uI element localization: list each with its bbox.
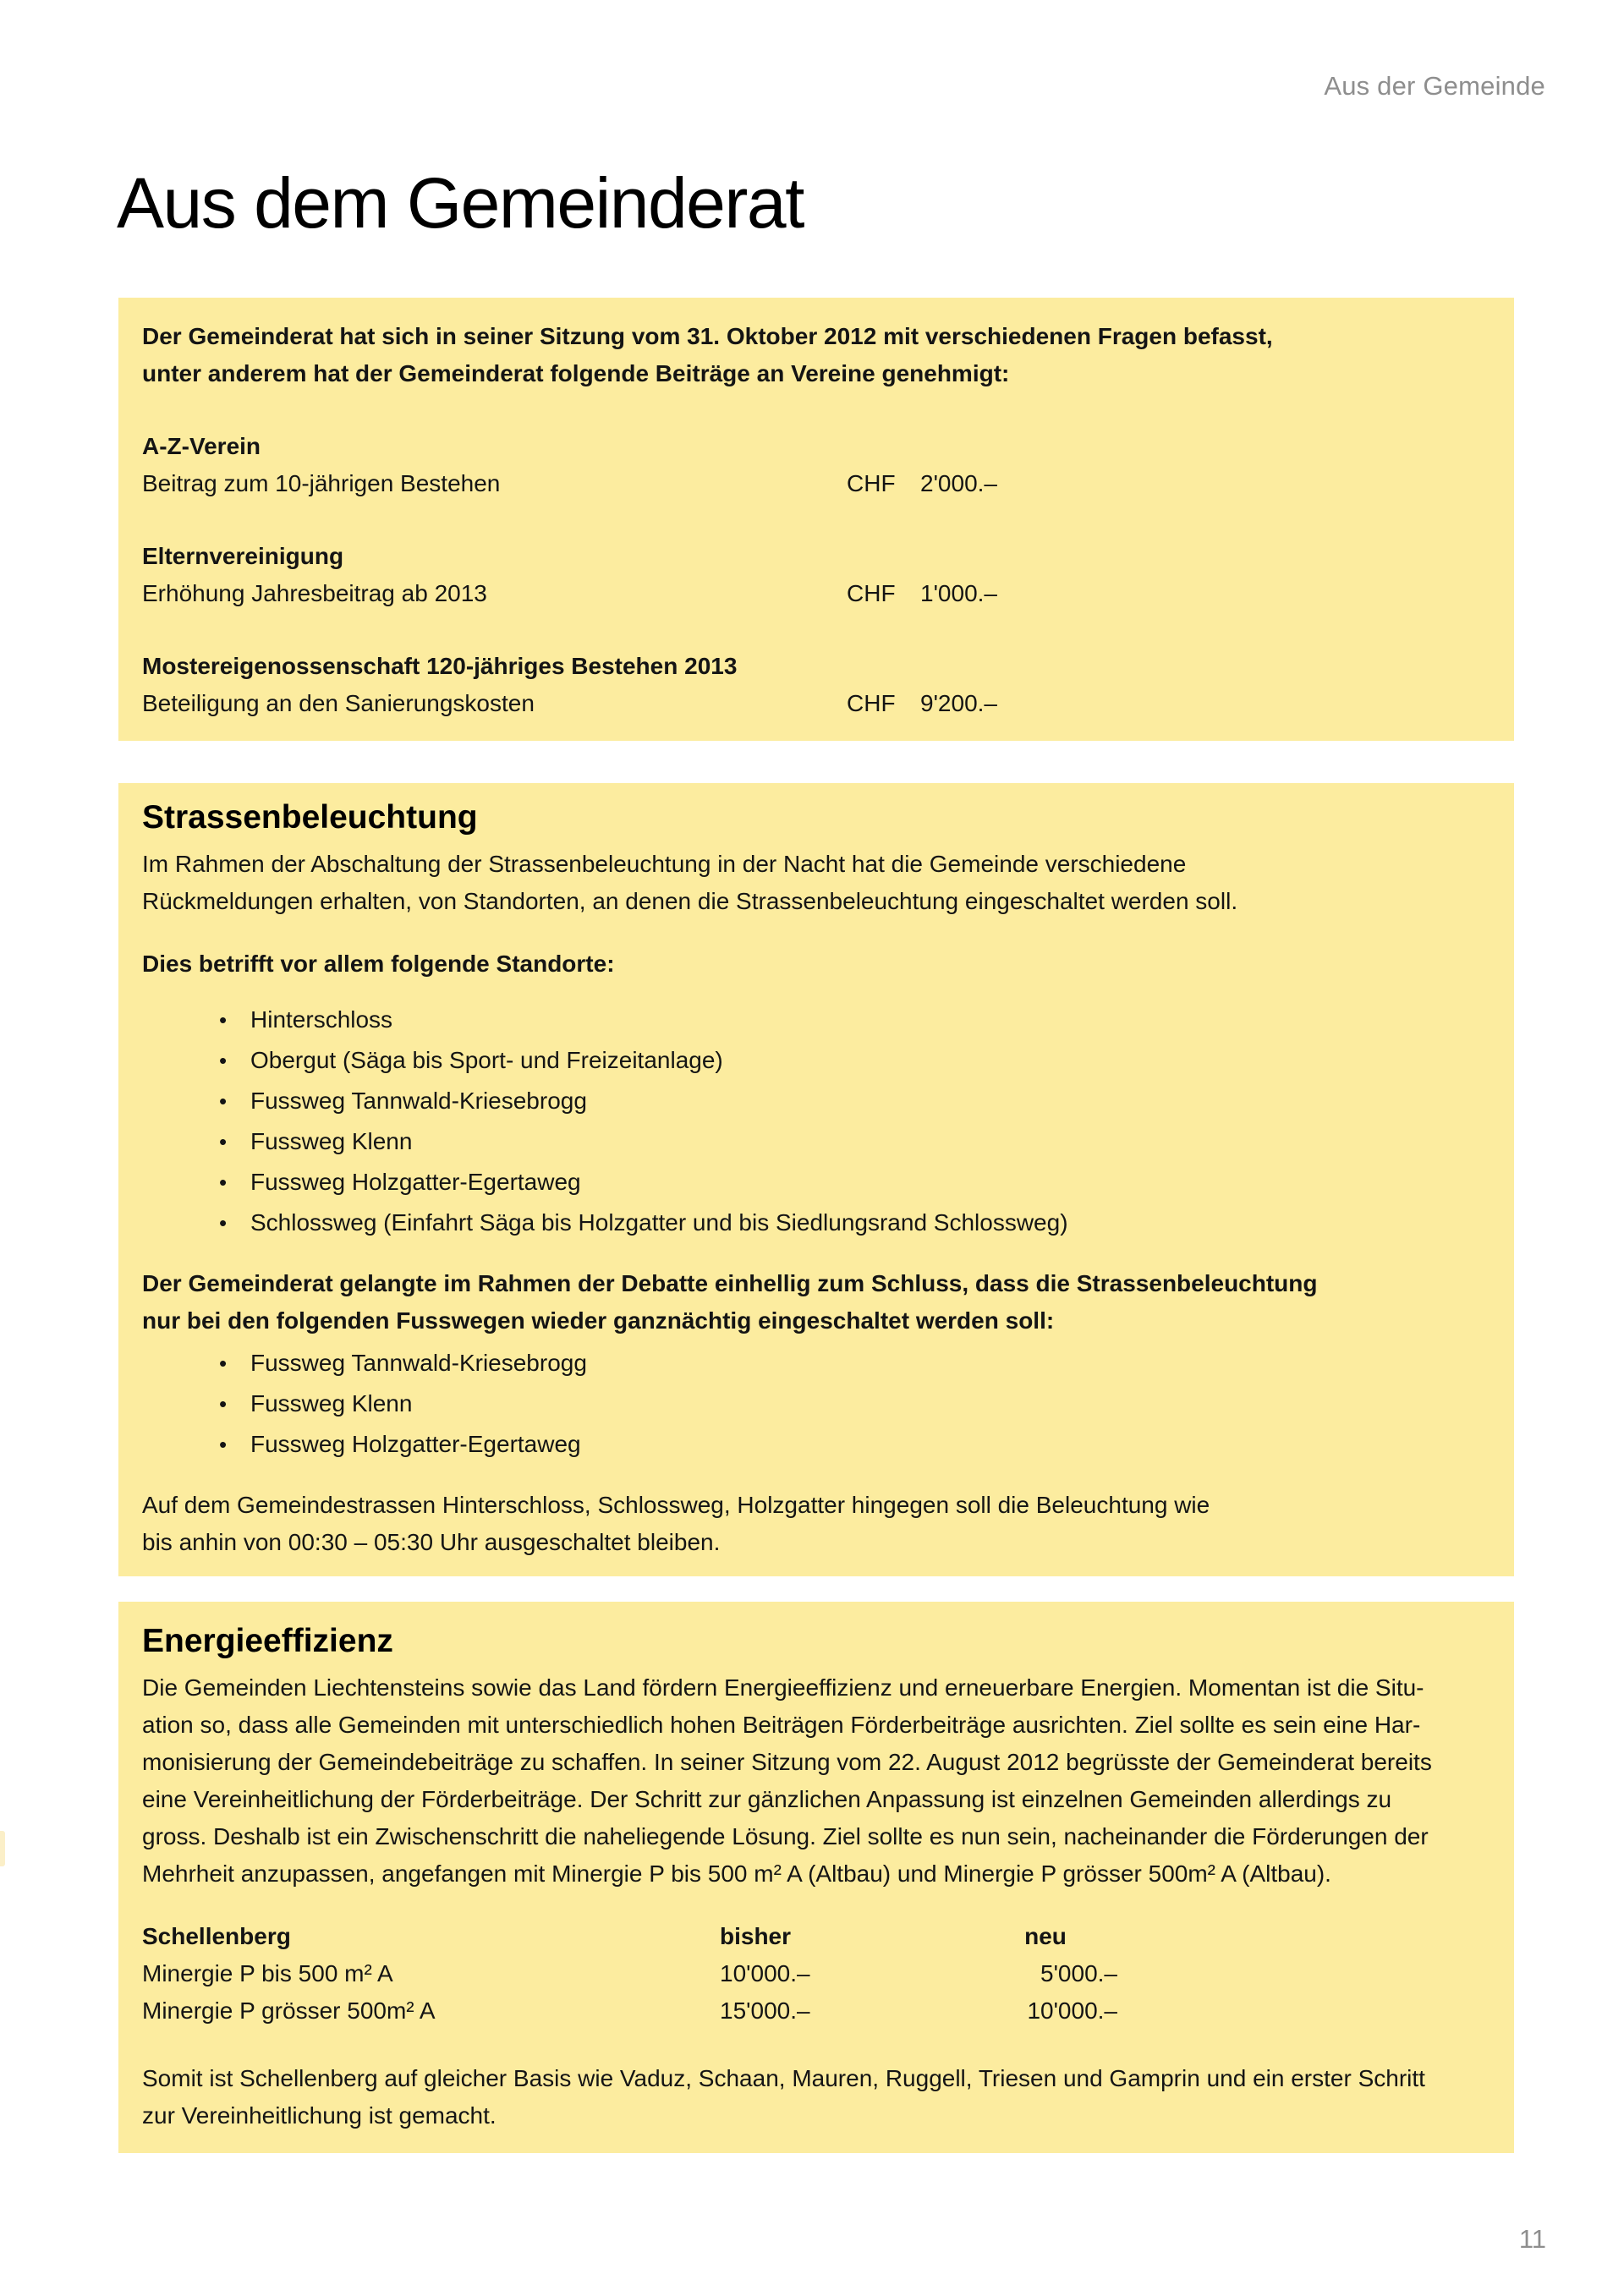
paragraph-line: Auf dem Gemeindestrassen Hinterschloss, Schlossweg, Holzgatter hingegen soll die Beleuchtung wie — [142, 1492, 1210, 1518]
intro-line: unter anderem hat der Gemeinderat folgende Beiträge an Vereine genehmigt: — [142, 360, 1010, 386]
box1-intro — [142, 318, 1490, 392]
running-header: Aus der Gemeinde — [1324, 71, 1545, 101]
table-row — [142, 1955, 1490, 1992]
list-item: • Obergut (Säga bis Sport- und Freizeitanlage) — [142, 1040, 1490, 1081]
paragraph-line: ation so, dass alle Gemeinden mit unterschiedlich hohen Beiträgen Förderbeiträge ausrichten. Ziel sollte es sein eine Har- — [142, 1712, 1421, 1738]
table-header-cell: Schellenberg — [142, 1923, 291, 1949]
table-header-cell: neu — [1024, 1923, 1067, 1949]
content-column — [118, 298, 1514, 2153]
paragraph-line: Der Gemeinderat gelangte im Rahmen der Debatte einhellig zum Schluss, dass die Strassenbeleuchtung — [142, 1270, 1318, 1296]
grant-name: Elternvereinigung — [142, 543, 344, 569]
section-heading: Energieeffizienz — [142, 1623, 393, 1659]
council-decision — [142, 1265, 1490, 1340]
energieeffizienz-closing — [142, 2060, 1490, 2134]
section-energieeffizienz-box — [118, 1602, 1514, 2153]
table-header-row — [142, 1918, 1490, 1955]
table-cell: Minergie P bis 500 m² A — [142, 1960, 393, 1986]
page-number: 11 — [1518, 2224, 1546, 2254]
page-title: Aus dem Gemeinderat — [117, 163, 804, 243]
grant-currency: CHF — [847, 470, 896, 496]
energieeffizienz-paragraph — [142, 1669, 1490, 1893]
paragraph-line: bis anhin von 00:30 – 05:30 Uhr ausgeschaltet bleiben. — [142, 1529, 721, 1555]
paragraph-line: Im Rahmen der Abschaltung der Strassenbeleuchtung in der Nacht hat die Gemeinde verschiedene — [142, 851, 1187, 877]
paragraph-line: gross. Deshalb ist ein Zwischenschritt die naheliegende Lösung. Ziel sollte es nun sein, nacheinander die Förderungen der — [142, 1823, 1429, 1849]
grant-desc: Erhöhung Jahresbeitrag ab 2013 — [142, 580, 487, 606]
list-item: • Fussweg Holzgatter-Egertaweg — [142, 1424, 1490, 1465]
paragraph-line: Rückmeldungen erhalten, von Standorten, an denen die Strassenbeleuchtung eingeschaltet werden soll. — [142, 888, 1238, 914]
grant-desc: Beteiligung an den Sanierungskosten — [142, 690, 535, 716]
grant-value-row — [142, 575, 1490, 612]
grant-value-row — [142, 685, 1490, 722]
grant-amount: 1'000.– — [920, 580, 997, 606]
list-item: • Fussweg Klenn — [142, 1121, 1490, 1162]
section-heading: Strassenbeleuchtung — [142, 799, 478, 836]
table-cell: Minergie P grösser 500m² A — [142, 1997, 436, 2024]
grant-entry — [142, 538, 1490, 612]
table-row — [142, 1992, 1490, 2030]
list-item: • Fussweg Holzgatter-Egertaweg — [142, 1162, 1490, 1203]
table-header-cell: bisher — [720, 1923, 792, 1949]
grant-amount: 9'200.– — [920, 690, 997, 716]
paragraph-line: Die Gemeinden Liechtensteins sowie das Land fördern Energieeffizienz und erneuerbare Energien. Momentan ist die Situ- — [142, 1674, 1424, 1701]
table-cell: 10'000.– — [1027, 1997, 1117, 2024]
strassenbeleuchtung-closing — [142, 1487, 1490, 1561]
table-cell: 15'000.– — [720, 1997, 810, 2024]
paragraph-line: Somit ist Schellenberg auf gleicher Basis wie Vaduz, Schaan, Mauren, Ruggell, Triesen und Gamprin und ein erster Schritt — [142, 2065, 1425, 2091]
paragraph-line: eine Vereinheitlichung der Förderbeiträge. Der Schritt zur gänzlichen Anpassung ist einzelnen Gemeinden allerdings zu — [142, 1786, 1392, 1812]
list-item: • Fussweg Tannwald-Kriesebrogg — [142, 1081, 1490, 1121]
reenabled-paths-list — [142, 1343, 1490, 1465]
grant-value-row — [142, 465, 1490, 502]
section-beitraege-box — [118, 298, 1514, 741]
grant-amount: 2'000.– — [920, 470, 997, 496]
list-item: • Fussweg Tannwald-Kriesebrogg — [142, 1343, 1490, 1384]
paragraph-line: monisierung der Gemeindebeiträge zu schaffen. In seiner Sitzung vom 22. August 2012 begrüsste der Gemeinderat bereits — [142, 1749, 1432, 1775]
grant-desc: Beitrag zum 10-jährigen Bestehen — [142, 470, 501, 496]
section-strassenbeleuchtung-box — [118, 783, 1514, 1576]
grant-name: Mostereigenossenschaft 120-jähriges Bestehen 2013 — [142, 653, 738, 679]
table-cell: 10'000.– — [720, 1960, 810, 1986]
strassenbeleuchtung-intro — [142, 846, 1490, 920]
list-item: • Fussweg Klenn — [142, 1384, 1490, 1424]
list-item: • Hinterschloss — [142, 1000, 1490, 1040]
paragraph-line: Mehrheit anzupassen, angefangen mit Minergie P bis 500 m² A (Altbau) und Minergie P grösser 500m² A (Altbau). — [142, 1860, 1331, 1887]
locations-list-title: Dies betrifft vor allem folgende Standorte: — [142, 951, 615, 977]
paragraph-line: zur Vereinheitlichung ist gemacht. — [142, 2102, 497, 2129]
grant-name: A-Z-Verein — [142, 433, 261, 459]
locations-list — [142, 1000, 1490, 1243]
grant-entry — [142, 428, 1490, 502]
list-item: • Schlossweg (Einfahrt Säga bis Holzgatter und bis Siedlungsrand Schlossweg) — [142, 1203, 1490, 1243]
table-cell: 5'000.– — [1040, 1960, 1117, 1986]
paragraph-line: nur bei den folgenden Fusswegen wieder ganznächtig eingeschaltet werden soll: — [142, 1307, 1055, 1334]
grant-currency: CHF — [847, 580, 896, 606]
foerderbeitraege-table — [142, 1918, 1490, 2030]
left-edge-print-artifact — [0, 1831, 5, 1866]
grant-currency: CHF — [847, 690, 896, 716]
intro-line: Der Gemeinderat hat sich in seiner Sitzung vom 31. Oktober 2012 mit verschiedenen Fragen befasst, — [142, 323, 1273, 349]
grant-entry — [142, 648, 1490, 722]
